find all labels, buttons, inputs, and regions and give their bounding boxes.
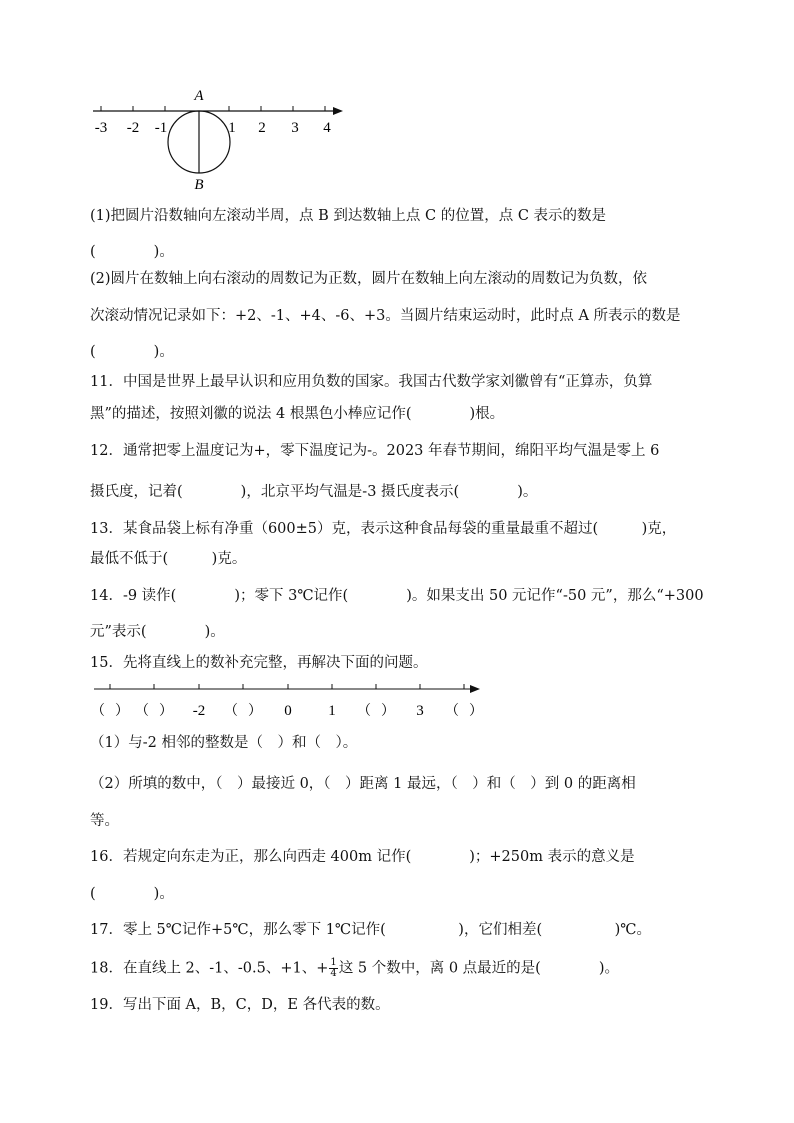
question-18-text-start: 18．在直线上 2、-1、-0.5、+1、+	[90, 960, 329, 977]
question-15-part-2-cont: 等。	[90, 813, 119, 829]
tick-label: 3	[291, 120, 299, 136]
question-17: 17．零上 5℃记作+5℃，那么零下 1℃记作( )，它们相差( )℃。	[90, 922, 652, 938]
tick-label: 3	[416, 703, 424, 719]
fraction-numerator: 1	[330, 957, 337, 968]
blank-paren: ）	[381, 704, 395, 719]
tick-label: -3	[94, 120, 108, 136]
tick-label: -2	[192, 703, 206, 719]
question-10-part-2: (2)圆片在数轴上向右滚动的周数记为正数，圆片在数轴上向左滚动的周数记为负数，依	[90, 271, 648, 287]
fraction-denominator: 4	[330, 968, 337, 979]
question-10-part-1: (1)把圆片沿数轴向左滚动半周，点 B 到达数轴上点 C 的位置，点 C 表示的数是	[90, 208, 607, 224]
answer-blank: ( )。	[90, 244, 174, 260]
point-label-a: A	[194, 88, 204, 104]
tick-label: 0	[284, 703, 292, 719]
fraction-one-quarter	[329, 958, 337, 979]
question-13-cont: 最低不低于( )克。	[90, 551, 247, 567]
tick-label: 2	[258, 120, 266, 136]
tick-label: 1	[328, 703, 336, 719]
blank-paren: ）	[469, 704, 483, 719]
question-15-part-2: （2）所填的数中，（ ）最接近 0，（ ）距离 1 最远，（ ）和（ ）到 0 的距离相	[90, 776, 636, 792]
question-11-cont: 黑”的描述，按照刘徽的说法 4 根黑色小棒应记作( )根。	[90, 406, 505, 422]
fill-number-line-figure	[88, 678, 488, 723]
question-12-cont: 摄氏度，记着( )，北京平均气温是-3 摄氏度表示( )。	[90, 484, 538, 500]
question-11: 11．中国是世界上最早认识和应用负数的国家。我国古代数学家刘徽曾有“正算赤，负算	[90, 374, 653, 390]
tick-label: 4	[323, 120, 331, 136]
question-14: 14．-9 读作( )；零下 3℃记作( )。如果支出 50 元记作“-50 元”，那么“+300	[90, 588, 704, 604]
question-14-cont: 元”表示( )。	[90, 624, 225, 640]
question-15: 15．先将直线上的数补充完整，再解决下面的问题。	[90, 655, 428, 671]
point-label-b: B	[194, 177, 204, 193]
tick-label: -1	[154, 120, 168, 136]
blank-paren: （	[135, 704, 149, 719]
question-15-part-1: （1）与-2 相邻的整数是（ ）和（ ）。	[90, 735, 358, 751]
answer-blank: ( )。	[90, 344, 174, 360]
circle-number-line-figure	[85, 80, 355, 195]
blank-paren: ）	[115, 704, 129, 719]
blank-paren: ）	[159, 704, 173, 719]
question-13: 13．某食品袋上标有净重（600±5）克，表示这种食品每袋的重量最重不超过( )克，	[90, 521, 677, 537]
blank-paren: （	[445, 704, 459, 719]
question-16: 16．若规定向东走为正，那么向西走 400m 记作( )；+250m 表示的意义是	[90, 849, 635, 865]
blank-paren: （	[91, 704, 105, 719]
question-18-text-end: 这 5 个数中，离 0 点最近的是( )。	[338, 960, 619, 977]
question-18	[90, 958, 619, 979]
question-12: 12．通常把零上温度记为+，零下温度记为-。2023 年春节期间，绵阳平均气温是零上 6	[90, 443, 660, 459]
blank-paren: （	[357, 704, 371, 719]
tick-label: -2	[126, 120, 140, 136]
question-10-part-2-cont: 次滚动情况记录如下：+2、-1、+4、-6、+3。当圆片结束运动时，此时点 A 所表示的数是	[90, 308, 681, 324]
question-19: 19．写出下面 A，B，C，D，E 各代表的数。	[90, 997, 390, 1013]
blank-paren: （	[224, 704, 238, 719]
answer-blank: ( )。	[90, 886, 174, 902]
blank-paren: ）	[248, 704, 262, 719]
tick-label: 1	[228, 120, 236, 136]
